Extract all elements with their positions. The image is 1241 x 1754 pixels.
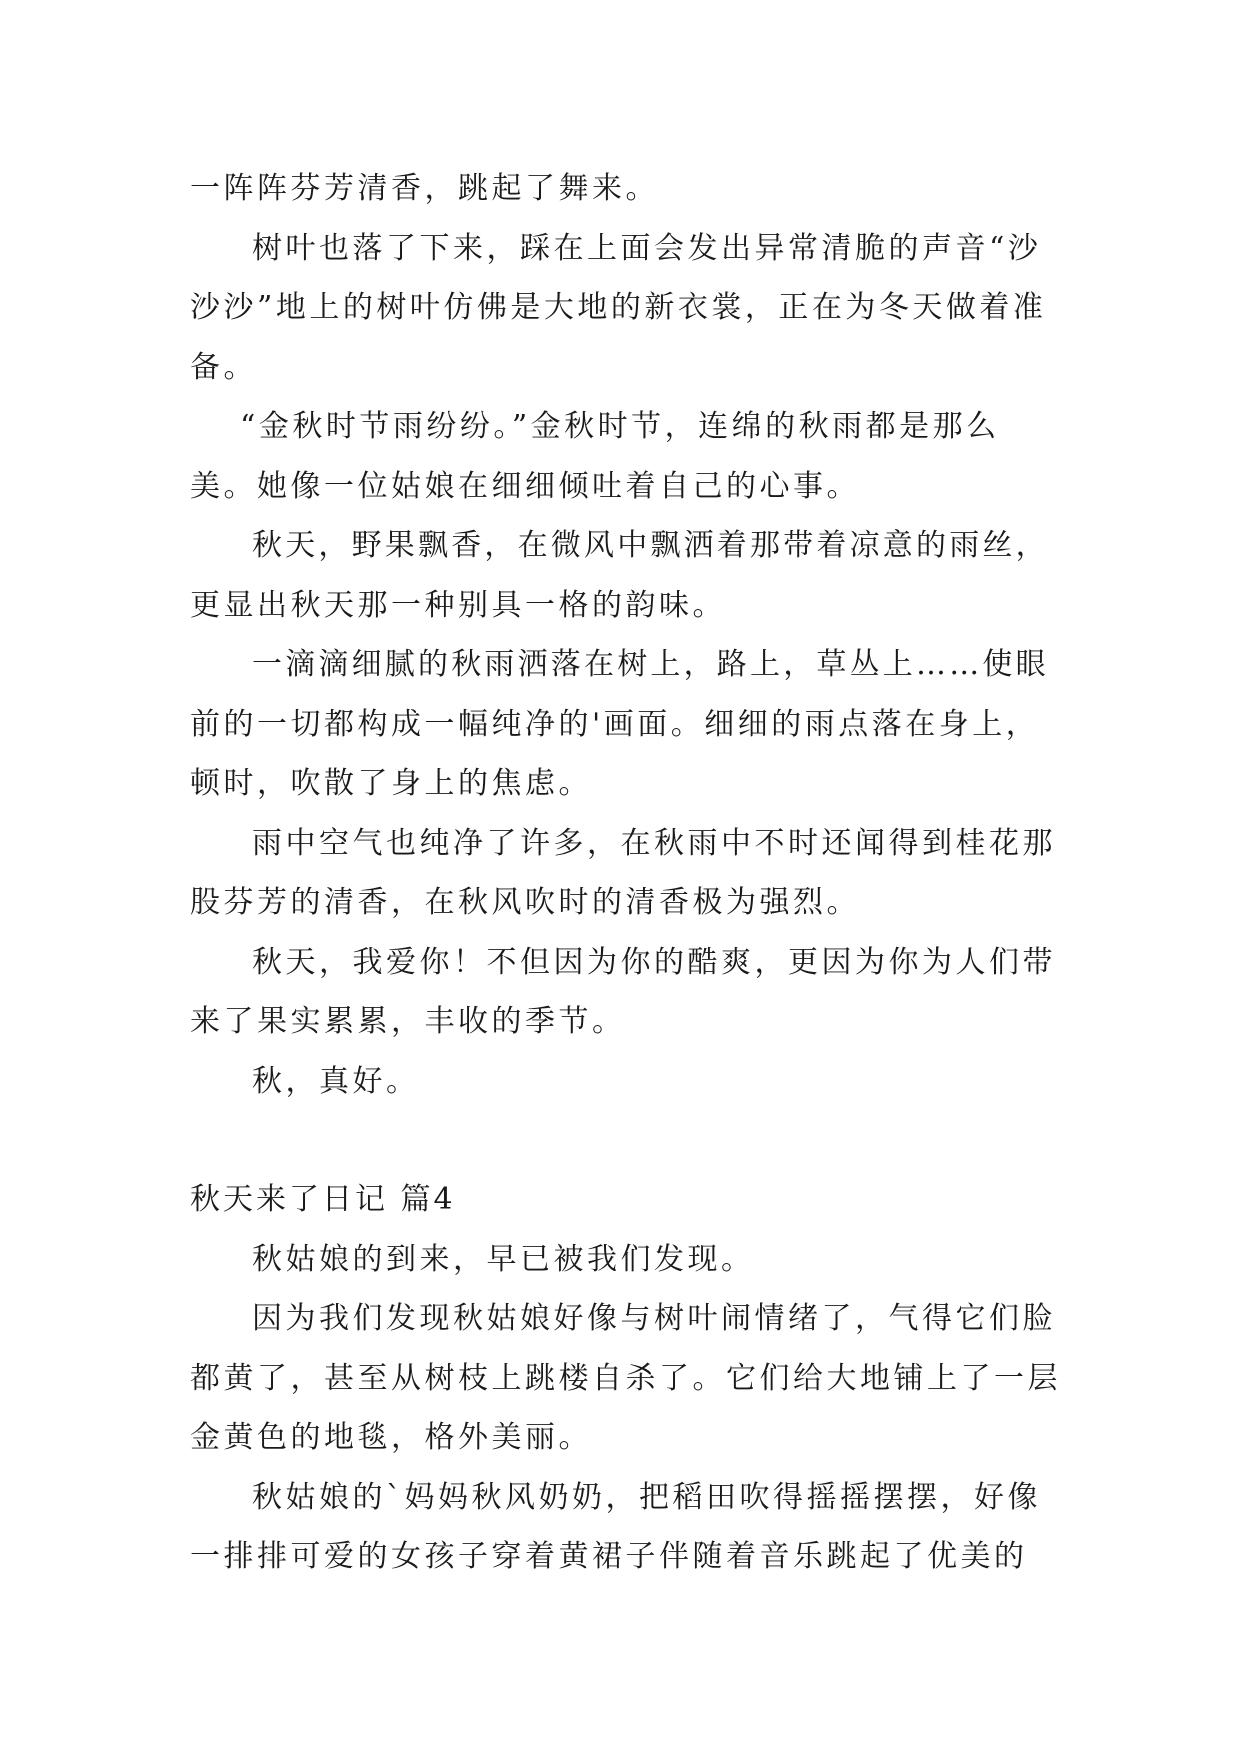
- text-line: 因为我们发现秋姑娘好像与树叶闹情绪了，气得它们脸: [252, 1301, 1056, 1336]
- paragraph: [190, 159, 1050, 219]
- text-line: 秋天，野果飘香，在微风中飘洒着那带着凉意的雨丝，: [252, 528, 1049, 563]
- text-line: 顿时，吹散了身上的焦虑。: [190, 766, 592, 801]
- text-line: 股芬芳的清香，在秋风吹时的清香极为强烈。: [190, 885, 860, 920]
- text-line: 秋姑娘的`妈妈秋风奶奶，把稻田吹得摇摇摆摆，好像: [252, 1479, 1041, 1515]
- text-line: 秋天，我爱你！不但因为你的酷爽，更因为你为人们带: [252, 944, 1056, 980]
- text-line: 备。: [190, 349, 257, 385]
- paragraph: [190, 814, 1056, 933]
- text-line: 沙沙”地上的树叶仿佛是大地的新衣裳，正在为冬天做着准: [190, 290, 1047, 325]
- paragraph: [190, 516, 1050, 635]
- text-line: 秋，真好。: [252, 1063, 420, 1099]
- paragraph: [190, 1468, 1050, 1587]
- paragraph: [190, 635, 1050, 814]
- text-line: “金秋时节雨纷纷。”金秋时节，连绵的秋雨都是那么: [240, 409, 1000, 444]
- text-line: 金黄色的地毯，格外美丽。: [190, 1420, 592, 1455]
- heading-text: 秋天来了日记 篇4: [190, 1182, 456, 1217]
- text-line: 一阵阵芬芳清香，跳起了舞来。: [190, 171, 659, 206]
- text-line: 更显出秋天那一种别具一格的韵味。: [190, 587, 726, 623]
- text-line: 来了果实累累，丰收的季节。: [190, 1004, 626, 1039]
- section-heading: [190, 1170, 1050, 1230]
- text-line: 秋姑娘的到来，早已被我们发现。: [252, 1241, 755, 1277]
- text-line: 美。她像一位姑娘在细细倾吐着自己的心事。: [190, 468, 860, 504]
- text-line: 雨中空气也纯净了许多，在秋雨中不时还闻得到桂花那: [252, 825, 1056, 861]
- paragraph: [190, 1230, 1050, 1290]
- paragraph: [190, 1289, 1061, 1468]
- paragraph: [190, 933, 1056, 1052]
- document-body: [190, 159, 1061, 1587]
- paragraph: [190, 1052, 1050, 1112]
- paragraph: [190, 397, 1050, 516]
- text-line: 前的一切都构成一幅纯净的'画面。细细的雨点落在身上，: [190, 706, 1040, 742]
- text-line: 树叶也落了下来，踩在上面会发出异常清脆的声音“沙: [252, 230, 1042, 266]
- text-line: 一排排可爱的女孩子穿着黄裙子伴随着音乐跳起了优美的: [190, 1539, 1028, 1574]
- text-line: 一滴滴细腻的秋雨洒落在树上，路上，草丛上……使眼: [252, 647, 1049, 682]
- text-line: 都黄了，甚至从树枝上跳楼自杀了。它们给大地铺上了一层: [190, 1360, 1061, 1396]
- paragraph: [190, 219, 1050, 398]
